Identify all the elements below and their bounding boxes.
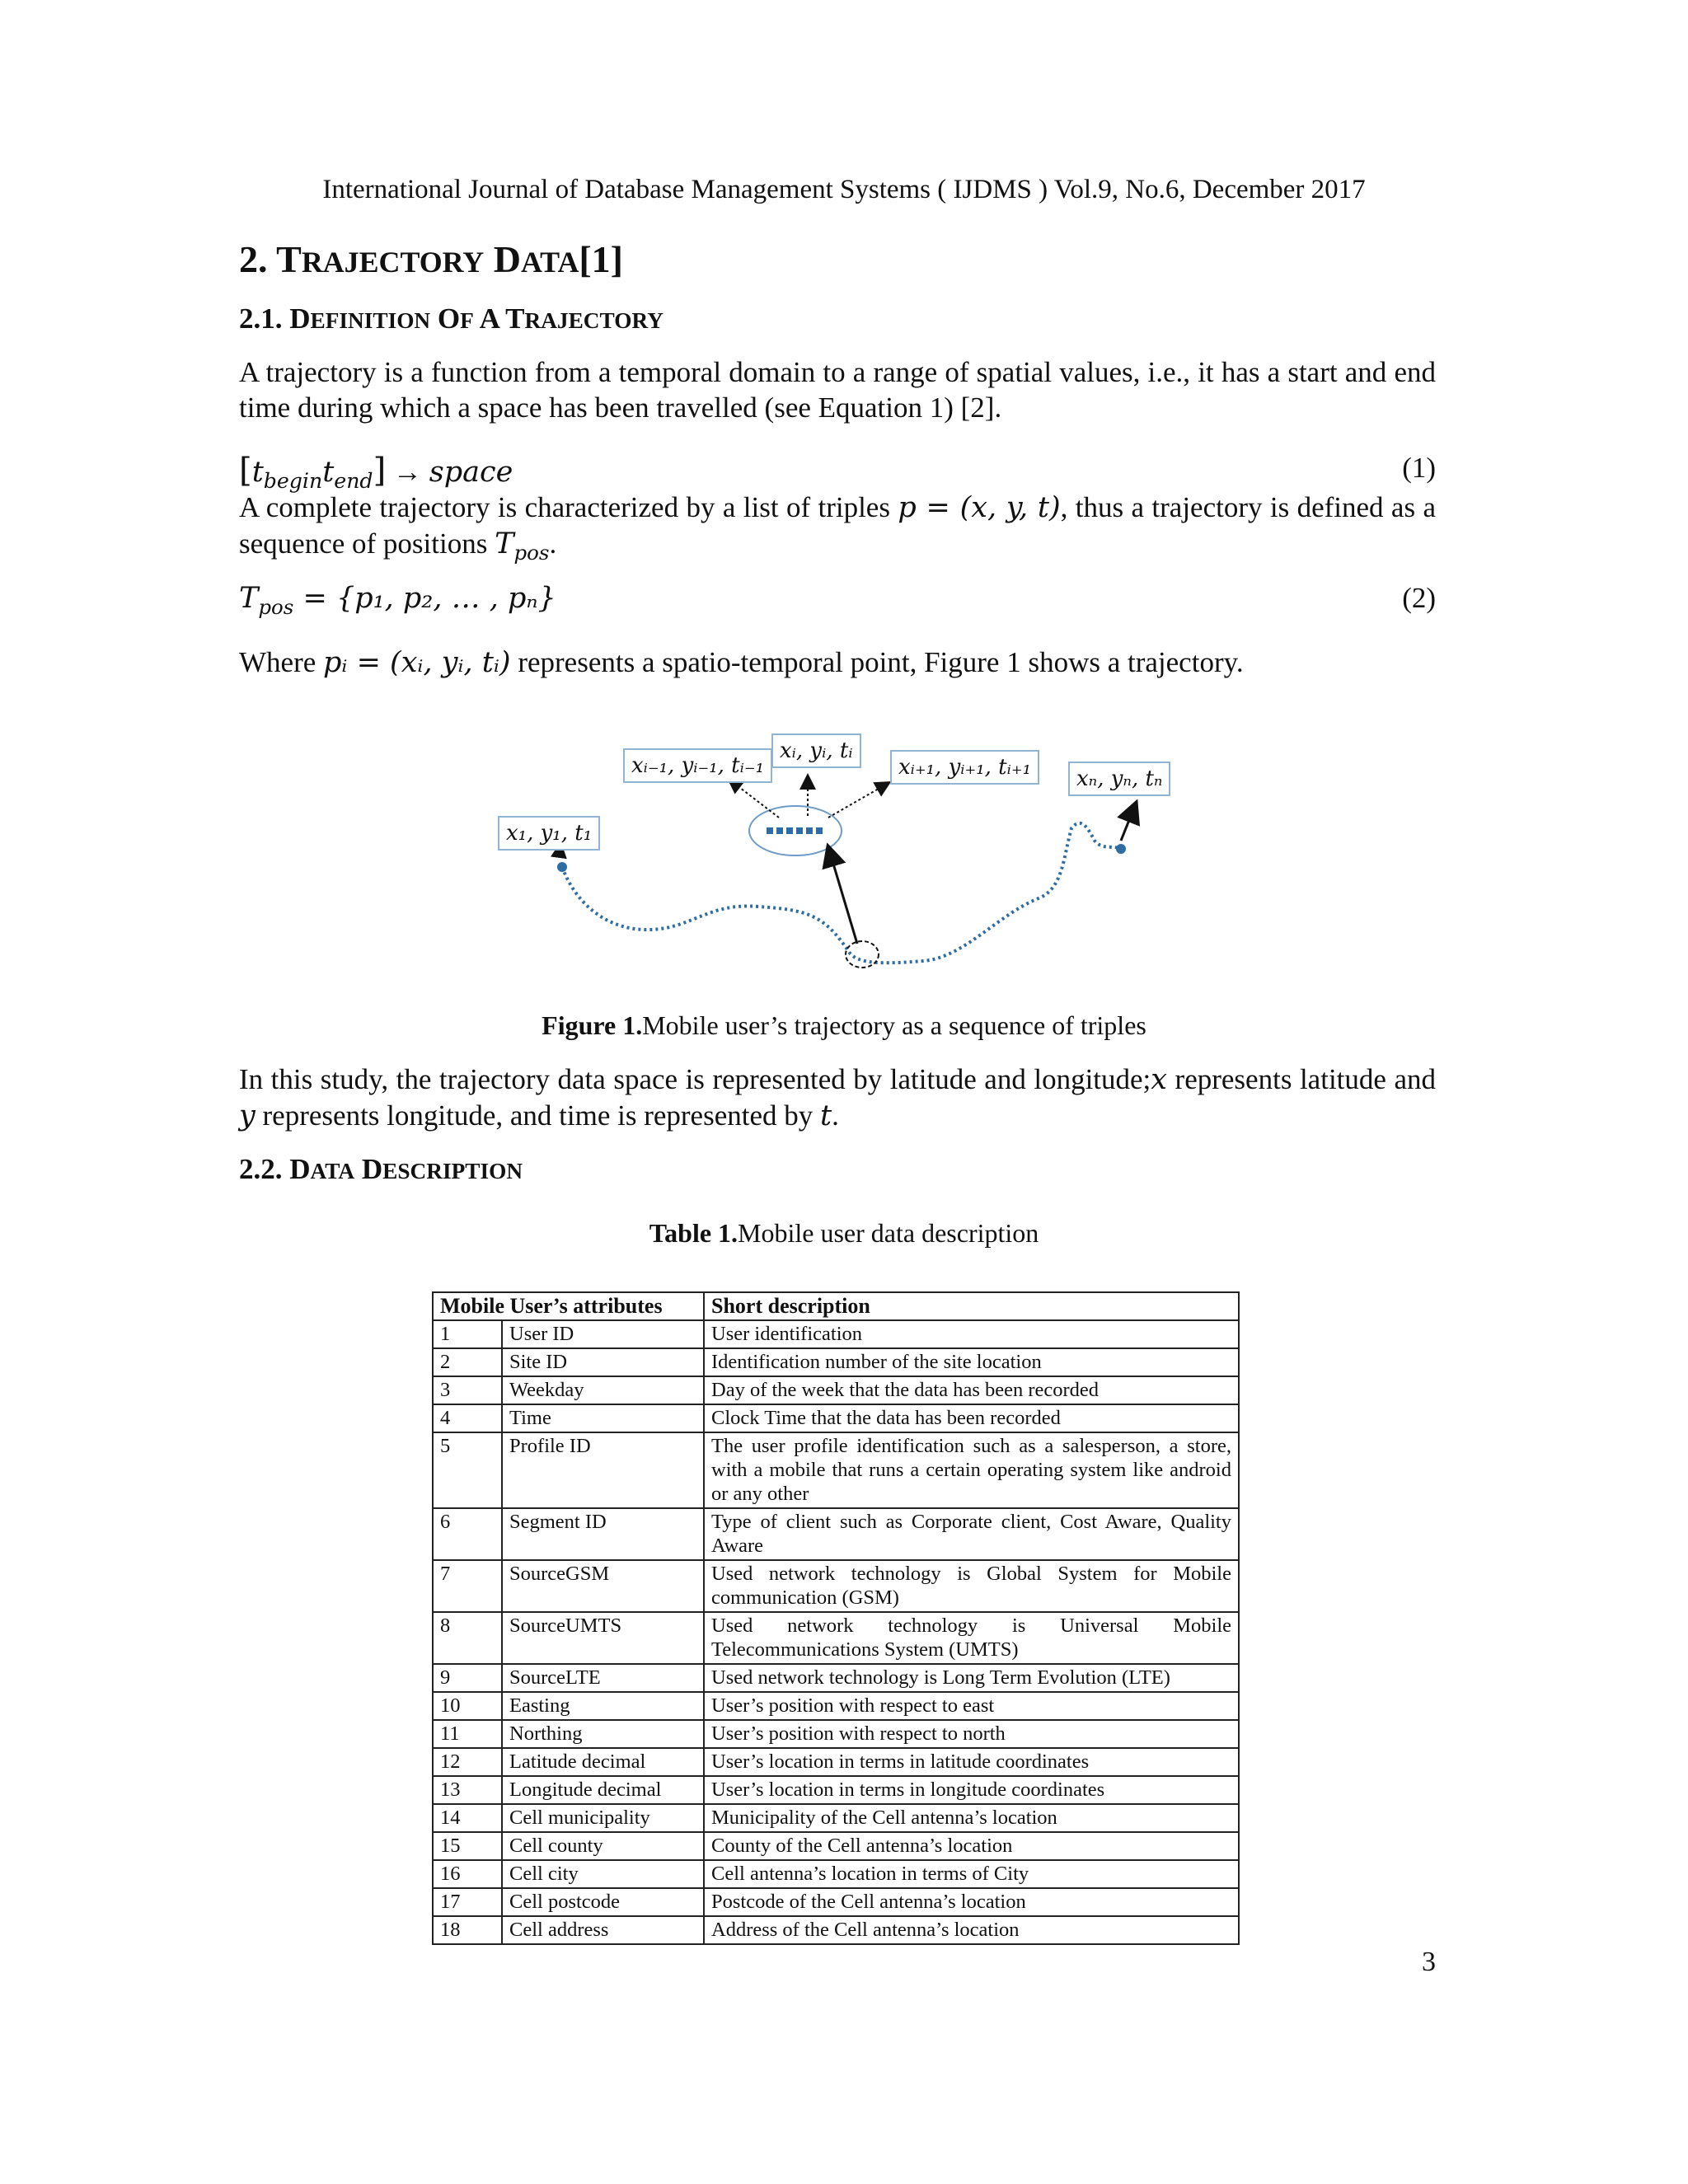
attribute-description: Address of the Cell antenna’s location — [704, 1916, 1239, 1944]
table-row — [433, 1320, 1239, 1348]
attribute-name: Cell postcode — [502, 1888, 704, 1916]
attribute-description: Postcode of the Cell antenna’s location — [704, 1888, 1239, 1916]
paragraph-point: Where pᵢ = (xᵢ, yᵢ, tᵢ) represents a spatio-temporal point, Figure 1 shows a trajectory. — [239, 646, 1244, 679]
table-row — [433, 1888, 1239, 1916]
row-number: 9 — [433, 1664, 502, 1692]
row-number: 2 — [433, 1348, 502, 1376]
row-number: 14 — [433, 1804, 502, 1832]
table-row — [433, 1776, 1239, 1804]
paragraph-triples: A complete trajectory is characterized by a list of triples p = (x, y, t), thus a trajectory is defined as a sequence of positions $T_{pos}$. — [239, 491, 1437, 565]
attribute-name: Time — [502, 1404, 704, 1432]
attribute-name: Profile ID — [502, 1432, 704, 1508]
attribute-description: Used network technology is Global System for Mobile communication (GSM) — [704, 1560, 1239, 1612]
attribute-name: Cell county — [502, 1832, 704, 1860]
section-heading: 2. TRAJECTORY DATA[1] — [239, 238, 623, 280]
page-number: 3 — [1422, 1947, 1436, 1977]
attribute-description: The user profile identification such as a salesperson, a store, with a mobile that runs a certain operating system like android or any other — [704, 1432, 1239, 1508]
paragraph-data-space: In this study, the trajectory data space is represented by latitude and longitude;x represents latitude and y represents longitude, and time is represented by t. — [239, 1063, 1436, 1132]
table-row — [433, 1860, 1239, 1888]
row-number: 5 — [433, 1432, 502, 1508]
attribute-name: Cell city — [502, 1860, 704, 1888]
attribute-name: Segment ID — [502, 1508, 704, 1560]
attribute-name: Longitude decimal — [502, 1776, 704, 1804]
start-point — [557, 862, 567, 872]
attribute-description: User’s location in terms in longitude coordinates — [704, 1776, 1239, 1804]
trajectory-figure — [495, 725, 1187, 989]
table-row — [433, 1832, 1239, 1860]
attribute-name: Latitude decimal — [502, 1748, 704, 1776]
table-caption: Table 1.Mobile user data description — [649, 1218, 1039, 1248]
attribute-name: SourceUMTS — [502, 1612, 704, 1664]
attribute-description: Cell antenna’s location in terms of City — [704, 1860, 1239, 1888]
attribute-name: Northing — [502, 1720, 704, 1748]
row-number: 3 — [433, 1376, 502, 1404]
attribute-description: Identification number of the site location — [704, 1348, 1239, 1376]
paragraph-definition: A trajectory is a function from a temporal domain to a range of spatial values, i.e., it has a start and end time during which a space has been travelled (see Equation 1) [2]. — [239, 356, 1436, 424]
figure-caption: Figure 1.Mobile user’s trajectory as a sequence of triples — [542, 1010, 1146, 1040]
attribute-name: Easting — [502, 1692, 704, 1720]
attribute-name: Cell municipality — [502, 1804, 704, 1832]
label-next-point: xᵢ₊₁, yᵢ₊₁, tᵢ₊₁ — [890, 750, 1039, 785]
table-header-row — [433, 1292, 1239, 1320]
attribute-description: Municipality of the Cell antenna’s location — [704, 1804, 1239, 1832]
attribute-description: Day of the week that the data has been recorded — [704, 1376, 1239, 1404]
attribute-name: SourceLTE — [502, 1664, 704, 1692]
attribute-description: County of the Cell antenna’s location — [704, 1832, 1239, 1860]
table-row — [433, 1804, 1239, 1832]
attribute-name: Weekday — [502, 1376, 704, 1404]
attribute-description: Used network technology is Universal Mobile Telecommunications System (UMTS) — [704, 1612, 1239, 1664]
table-row — [433, 1664, 1239, 1692]
table-row — [433, 1508, 1239, 1560]
label-previous-point: xᵢ₋₁, yᵢ₋₁, tᵢ₋₁ — [623, 748, 772, 783]
row-number: 13 — [433, 1776, 502, 1804]
attribute-description: Type of client such as Corporate client, Cost Aware, Quality Aware — [704, 1508, 1239, 1560]
row-number: 16 — [433, 1860, 502, 1888]
row-number: 1 — [433, 1320, 502, 1348]
equation-2: $T_{pos} = \{p_1$, p₂, … , pₙ} (2) — [239, 582, 1436, 619]
table-row — [433, 1376, 1239, 1404]
table-row — [433, 1692, 1239, 1720]
table-row — [433, 1720, 1239, 1748]
attribute-description: User’s location in terms in latitude coordinates — [704, 1748, 1239, 1776]
row-number: 18 — [433, 1916, 502, 1944]
row-number: 7 — [433, 1560, 502, 1612]
row-number: 12 — [433, 1748, 502, 1776]
mobile-user-data-table — [432, 1291, 1240, 1945]
table-header-attributes: Mobile User’s attributes — [433, 1292, 704, 1320]
row-number: 17 — [433, 1888, 502, 1916]
label-last-point: xₙ, yₙ, tₙ — [1068, 762, 1170, 796]
table-row — [433, 1612, 1239, 1664]
sampled-points — [767, 827, 823, 834]
subsection-heading-data-description: 2.2. DATA DESCRIPTION — [239, 1153, 523, 1185]
row-number: 6 — [433, 1508, 502, 1560]
attribute-name: SourceGSM — [502, 1560, 704, 1612]
attribute-name: Cell address — [502, 1916, 704, 1944]
equation-1: $[t_{begin}t_{end}]$ → space (1) — [239, 452, 1436, 493]
end-point — [1116, 844, 1126, 854]
table-row — [433, 1432, 1239, 1508]
table-row — [433, 1916, 1239, 1944]
trajectory-zoom-circle — [846, 941, 879, 968]
row-number: 8 — [433, 1612, 502, 1664]
attribute-description: User’s position with respect to east — [704, 1692, 1239, 1720]
attribute-name: Site ID — [502, 1348, 704, 1376]
table-row — [433, 1560, 1239, 1612]
attribute-name: User ID — [502, 1320, 704, 1348]
attribute-description: Clock Time that the data has been recorded — [704, 1404, 1239, 1432]
attribute-description: User identification — [704, 1320, 1239, 1348]
journal-header: International Journal of Database Management Systems ( IJDMS ) Vol.9, No.6, December 2017 — [322, 175, 1366, 204]
table-row — [433, 1748, 1239, 1776]
attribute-description: User’s position with respect to north — [704, 1720, 1239, 1748]
label-first-point: x₁, y₁, t₁ — [498, 816, 600, 851]
table-row — [433, 1348, 1239, 1376]
row-number: 4 — [433, 1404, 502, 1432]
row-number: 15 — [433, 1832, 502, 1860]
attribute-description: Used network technology is Long Term Evolution (LTE) — [704, 1664, 1239, 1692]
row-number: 10 — [433, 1692, 502, 1720]
row-number: 11 — [433, 1720, 502, 1748]
label-current-point: xᵢ, yᵢ, tᵢ — [771, 733, 861, 768]
table-row — [433, 1404, 1239, 1432]
subsection-heading-definition: 2.1. DEFINITION OF A TRAJECTORY — [239, 302, 663, 335]
table-header-description: Short description — [704, 1292, 1239, 1320]
